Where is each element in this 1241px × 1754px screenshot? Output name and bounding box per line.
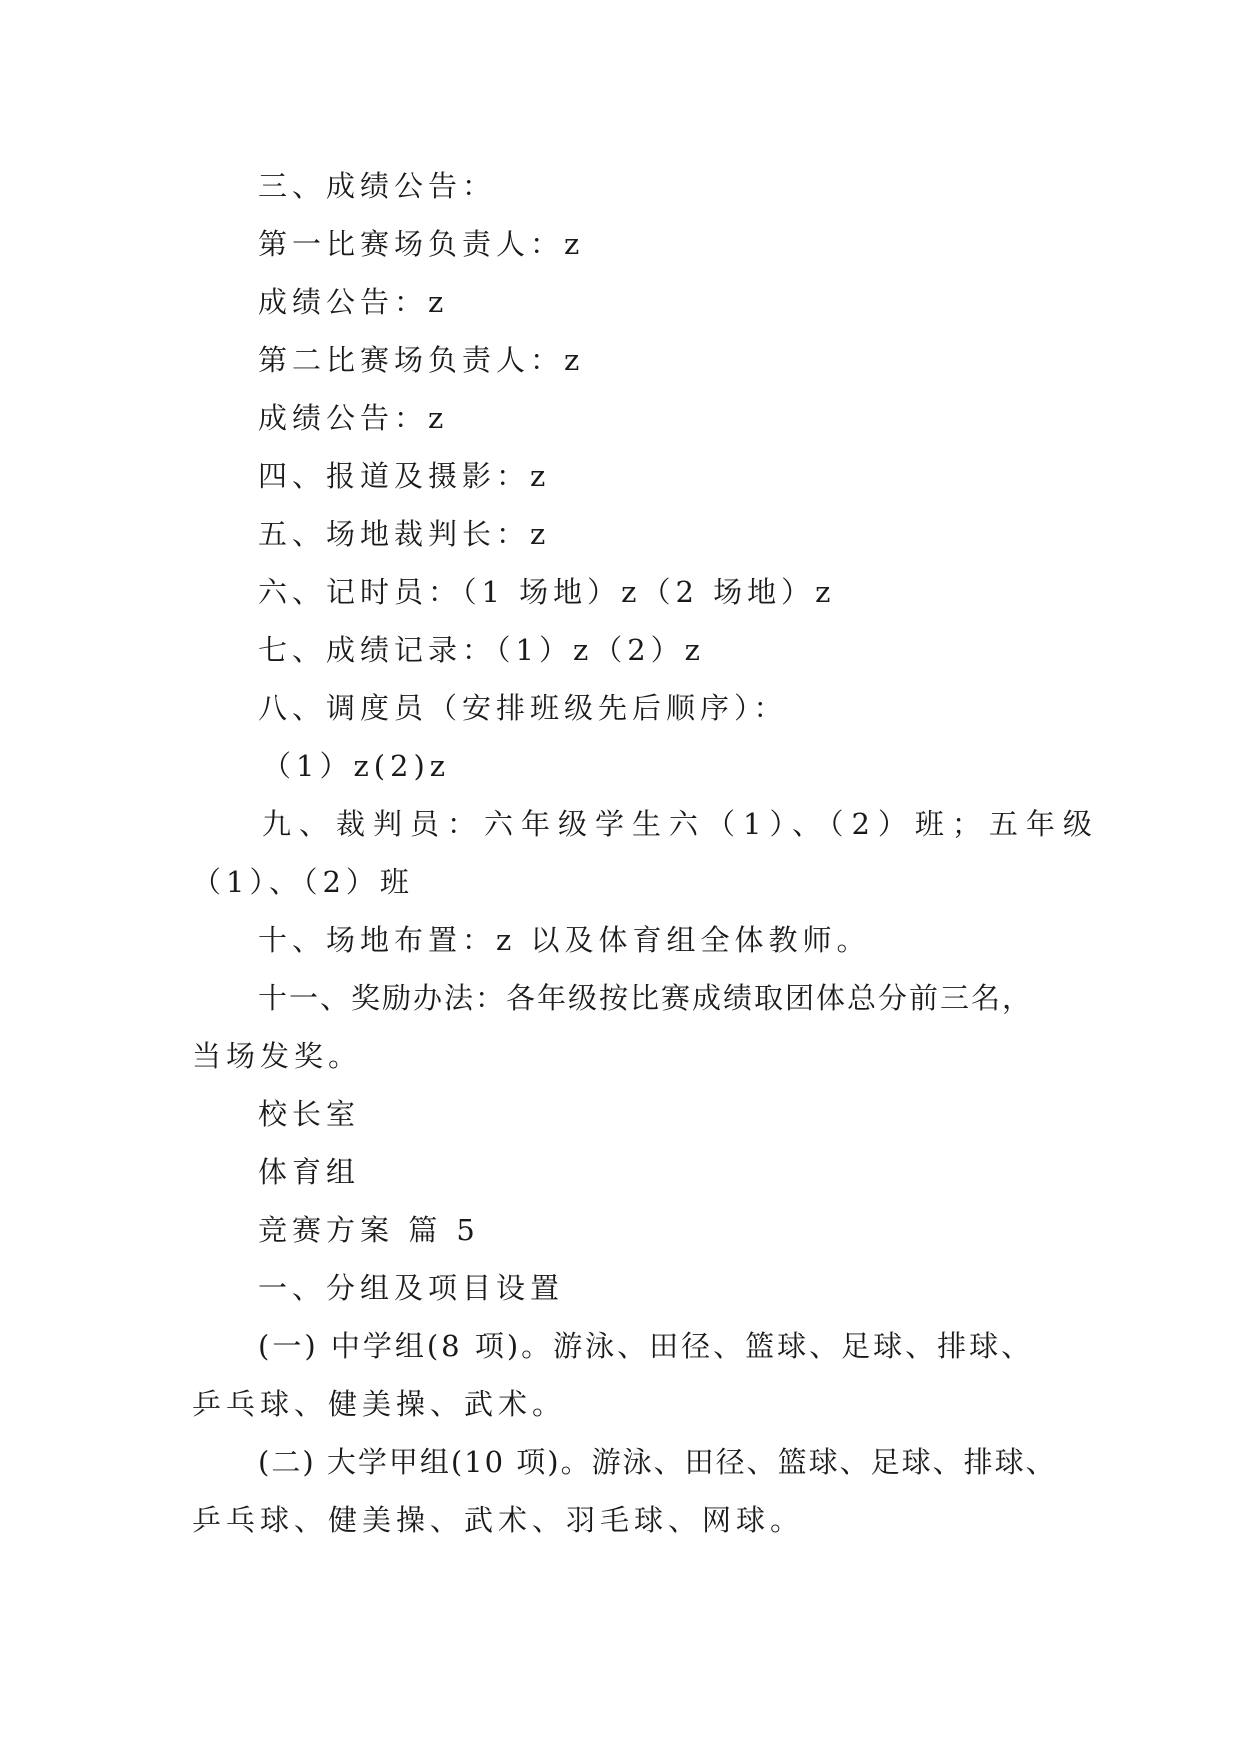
plan-title: 竞赛方案 篇 5 [258, 1213, 480, 1247]
section-6-line: 六、记时员：（1 场地）z（2 场地）z [258, 575, 836, 609]
section-11-continued: 当场发奖。 [192, 1039, 363, 1073]
section-8-line: 八、调度员（安排班级先后顺序）： [258, 691, 788, 725]
section-4-line: 四、报道及摄影：z [258, 459, 551, 493]
venue-1-lead: 第一比赛场负责人：z [258, 227, 585, 261]
section-3-heading: 三、成绩公告： [258, 169, 497, 203]
university-group-a-continued: 乒乓球、健美操、武术、羽毛球、网球。 [192, 1503, 805, 1537]
signature-pe-group: 体育组 [258, 1155, 361, 1189]
section-10-line: 十、场地布置：z 以及体育组全体教师。 [258, 923, 871, 957]
section-5-line: 五、场地裁判长：z [258, 517, 551, 551]
middle-school-group: (一) 中学组(8 项)。游泳、田径、篮球、足球、排球、 [258, 1329, 1034, 1363]
middle-school-group-continued: 乒乓球、健美操、武术。 [192, 1387, 567, 1421]
section-7-line: 七、成绩记录：（1）z（2）z [258, 633, 705, 667]
university-group-a: (二) 大学甲组(10 项)。游泳、田径、篮球、足球、排球、 [258, 1445, 1057, 1479]
section-8-detail: （1）z(2)z [262, 749, 451, 783]
venue-2-results: 成绩公告：z [258, 401, 449, 435]
venue-1-results: 成绩公告：z [258, 285, 449, 319]
section-9-line: 九、裁判员：六年级学生六（1）、（2）班；五年级 [262, 807, 1100, 841]
signature-principal-office: 校长室 [258, 1097, 361, 1131]
venue-2-lead: 第二比赛场负责人：z [258, 343, 585, 377]
part-1-heading: 一、分组及项目设置 [258, 1271, 565, 1305]
section-9-continued: （1）、（2）班 [192, 865, 414, 899]
section-11-line: 十一、奖励办法：各年级按比赛成绩取团体总分前三名， [258, 981, 1034, 1015]
